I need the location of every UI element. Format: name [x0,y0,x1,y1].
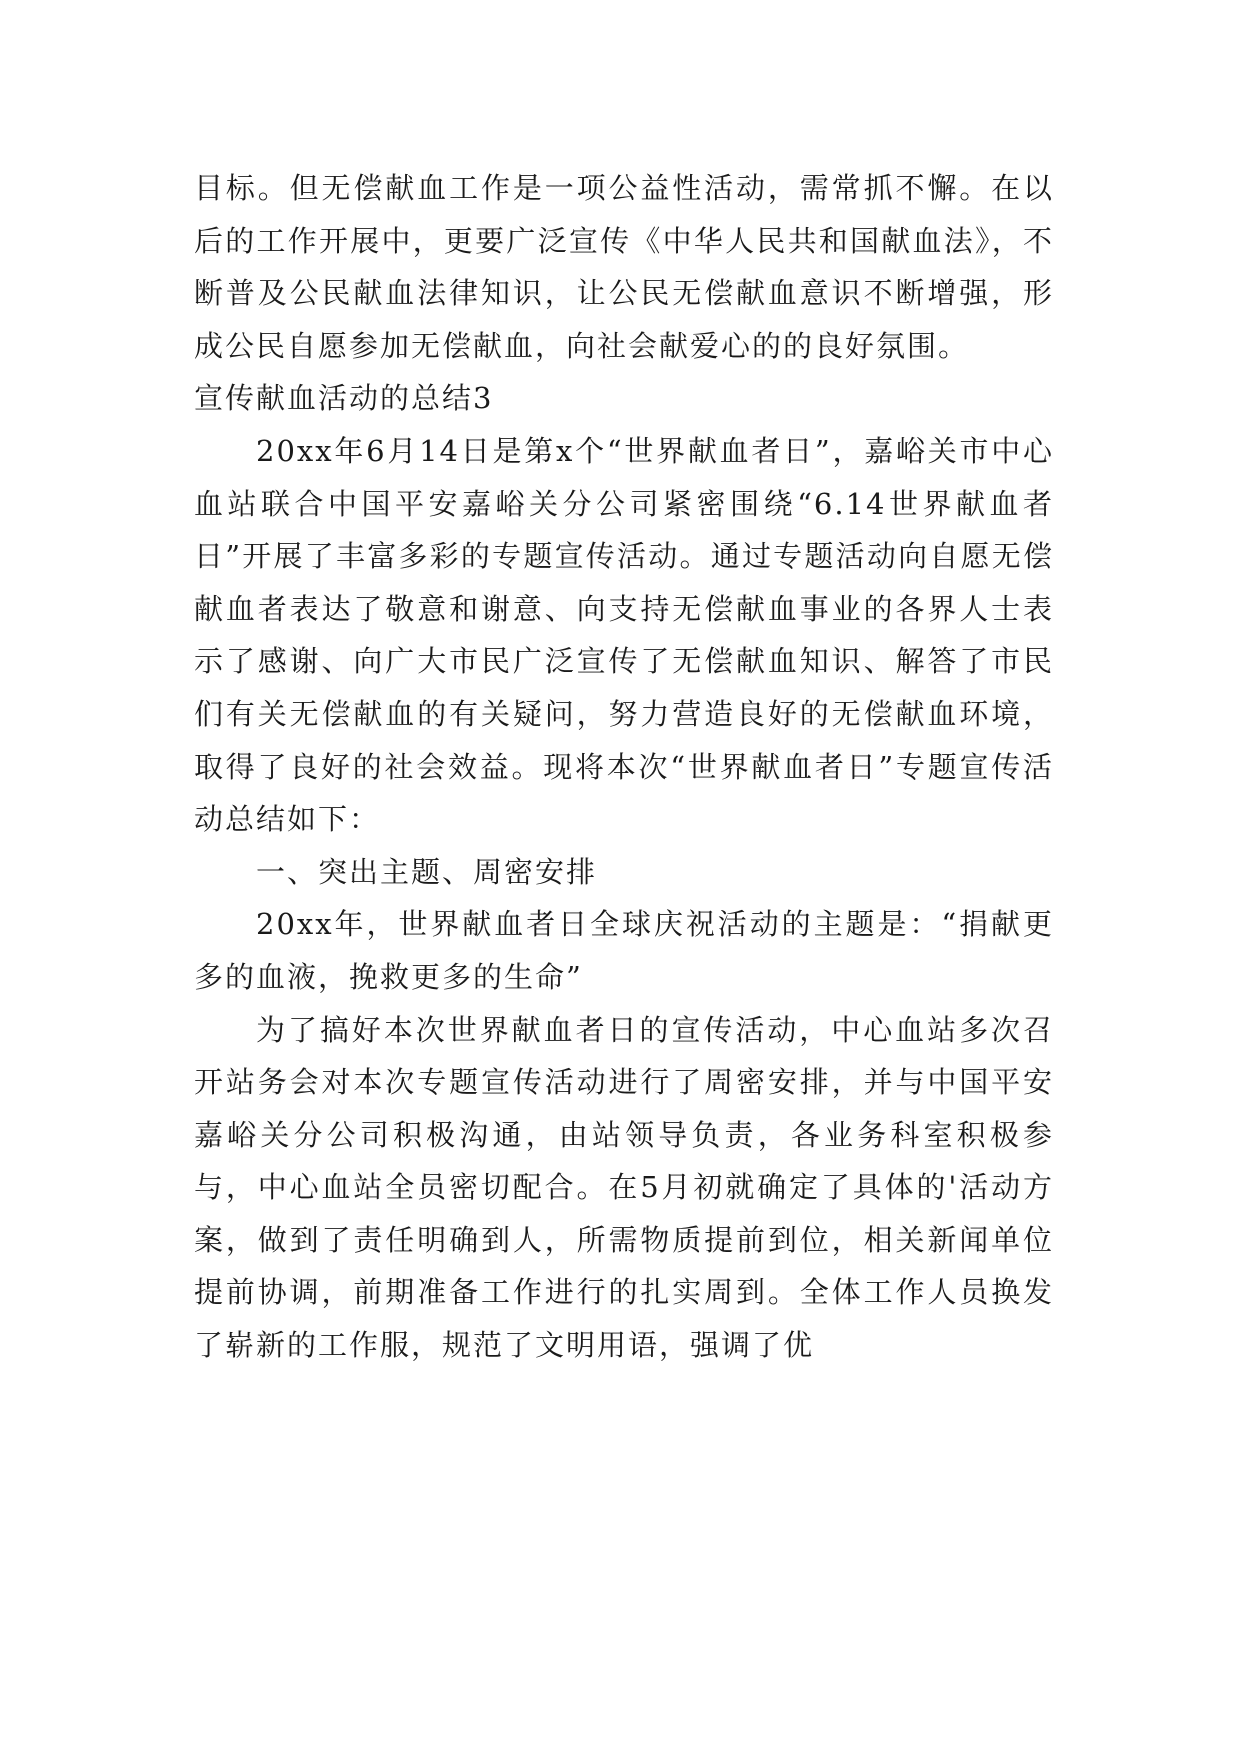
paragraph: 为了搞好本次世界献血者日的宣传活动，中心血站多次召开站务会对本次专题宣传活动进行了周密安排，并与中国平安嘉峪关分公司积极沟通，由站领导负责，各业务科室积极参与，中心血站全员密切配合。在5月初就确定了具体的'活动方案，做到了责任明确到人，所需物质提前到位，相关新闻单位提前协调，前期准备工作进行的扎实周到。全体工作人员换发了崭新的工作服，规范了文明用语，强调了优 [194,1012,1054,1363]
paragraph: 20xx年，世界献血者日全球庆祝活动的主题是：“捐献更多的血液，挽救更多的生命” [194,907,1054,994]
subheading-paragraph: 一、突出主题、周密安排 [256,854,598,889]
document-body [194,162,1054,1372]
paragraph-continued: 目标。但无偿献血工作是一项公益性活动，需常抓不懈。在以后的工作开展中，更要广泛宣传《中华人民共和国献血法》，不断普及公民献血法律知识，让公民无偿献血意识不断增强，形成公民自愿参加无偿献血，向社会献爱心的的良好氛围。 [194,171,1054,363]
paragraph: 20xx年6月14日是第x个“世界献血者日”，嘉峪关市中心血站联合中国平安嘉峪关分公司紧密围绕“6.14世界献血者日”开展了丰富多彩的专题宣传活动。通过专题活动向自愿无偿献血者表达了敬意和谢意、向支持无偿献血事业的各界人士表示了感谢、向广大市民广泛宣传了无偿献血知识、解答了市民们有关无偿献血的有关疑问，努力营造良好的无偿献血环境，取得了良好的社会效益。现将本次“世界献血者日”专题宣传活动总结如下： [194,433,1054,837]
section-heading: 宣传献血活动的总结3 [194,381,494,416]
